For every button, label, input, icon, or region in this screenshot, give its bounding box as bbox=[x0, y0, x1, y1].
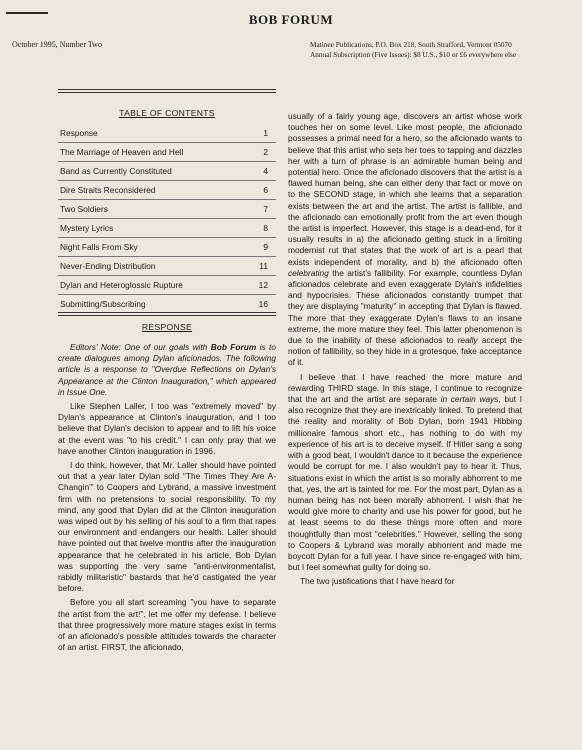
editors-note-prefix: Editors' Note: One of our goals with bbox=[70, 342, 211, 352]
toc-item-page: 12 bbox=[258, 280, 268, 290]
paragraph-text: Before you all start screaming "you have to separate the artist from the art!", let me offer my defense. I believe that three progressively more mature stages exist in terms of an aficionado's possible attitudes towards the character of an artist. bbox=[58, 597, 276, 653]
toc-divider bbox=[58, 237, 276, 238]
paragraph-text: usually of a fairly young age, discovers an artist whose work touches her on some level. Like most people, the aficionado possesses a primal need for a hero, so the aficionado wants to believe that this artist who sets her toes to tapping and dazzles her with a turn of phrase is an admirable human being and potential hero. Once the aficionado discovers that the artist is a flawed human being, she can either deny that fact or move on to the bbox=[288, 111, 522, 200]
toc-item-label: Dylan and Heteroglossic Rupture bbox=[60, 280, 183, 290]
toc-item-page: 8 bbox=[263, 223, 268, 233]
toc-divider bbox=[58, 199, 276, 200]
toc-item-page: 4 bbox=[263, 166, 268, 176]
toc-item[interactable] bbox=[60, 299, 268, 309]
paragraph-text: accept the notion of fallibility, so they hide in a grotesque, fake acceptance of it. bbox=[288, 335, 522, 368]
emphasis-celebrating: celebrating bbox=[288, 267, 329, 278]
toc-item-label: The Marriage of Heaven and Hell bbox=[60, 147, 184, 157]
toc-divider bbox=[58, 161, 276, 162]
toc-divider bbox=[58, 256, 276, 257]
paragraph-text: stage, in which she learns that a separation exists between the art and the artist. The artist is fallible, and the aficionado can emotionally profit from the art even though the artist is imperfect. However, this stage is a dead-end, for it usually results in a) the aficionado getting stuck in a limiting modernist rut that states that the work of art is a pearl that exists independent of morality, and b) the aficionado often bbox=[288, 189, 522, 267]
toc-item[interactable] bbox=[60, 147, 268, 157]
toc-bottom-rule-2 bbox=[58, 315, 276, 316]
article-paragraph bbox=[288, 372, 522, 574]
toc-item-page: 2 bbox=[263, 147, 268, 157]
toc-item-page: 9 bbox=[263, 242, 268, 252]
paragraph-text: I believe that I have reached the more mature and rewarding bbox=[288, 371, 522, 393]
article-paragraph: I do think, however, that Mr. Laller should have pointed out that a year later Dylan sold "The Times They Are A-Changin'" to Coopers and Lybrand, a massive investment firm with no pretensions to social responsibility. To my mind, any good that Dylan did at the Clinton inauguration was wiped out by his selling of his soul to a firm that rapes our environment and endangers our health. Laller should have pointed out that twelve months after the inauguration appearance that he celebrated in his article, Bob Dylan was supporting the very same "anti-environmentalist, rabidly militaristic" bastards that he'd castigated the year before. bbox=[58, 460, 276, 594]
toc-item-label: Response bbox=[60, 128, 98, 138]
paragraph-text: morally abhorrent and made me boycott Dylan for a full year. I have since re-engaged with him, but I feel somewhat guilty for doing so. bbox=[288, 539, 522, 573]
toc-item-label: Band as Currently Constituted bbox=[60, 166, 172, 176]
toc-item-page: 11 bbox=[259, 261, 268, 271]
stage-second: SECOND bbox=[313, 189, 350, 200]
toc-item[interactable] bbox=[60, 204, 268, 214]
toc-item[interactable] bbox=[60, 166, 268, 176]
toc-item-label: Night Falls From Sky bbox=[60, 242, 138, 252]
toc-item-page: 16 bbox=[258, 299, 268, 309]
article-right-column bbox=[288, 111, 522, 588]
toc-item[interactable] bbox=[60, 223, 268, 233]
stage-first: FIRST bbox=[101, 642, 125, 653]
toc-item-page: 6 bbox=[263, 185, 268, 195]
subscription-rates: Annual Subscription (Five Issues): $8 U.S., $10 or £6 everywhere else bbox=[310, 50, 517, 59]
toc-divider bbox=[58, 294, 276, 295]
article-left-column bbox=[58, 342, 276, 653]
toc-item[interactable] bbox=[60, 280, 268, 290]
paragraph-text: , but I also recognize that they are inextricably linked. To pretend that the reality and morality of Bob Dylan, born 1941 Hibbing millionaire famous short etc., has nothing to do with my experience of his art is to deceive myself. If Hitler sang a song with a good beat, I wouldn't dance to it because the experience would be corrupt for me. I also wouldn't pay to hear it. Thus, situations exist in which the artist is so morally abhorrent to me that, yes, the art is tainted for me. For the most part, Dylan as a human being has not been morally abhorrent. I wish that he would give more to charity and use his power for good, but he at least seems to do these things more often and more thoughtfully than most "celebrities." However, selling the song to Coopers & Lybrand bbox=[288, 394, 523, 550]
paragraph-text: , the aficionado, bbox=[124, 642, 184, 653]
toc-item-label: Dire Straits Reconsidered bbox=[60, 185, 156, 195]
paragraph-text: the artist's fallibility. For example, countless Dylan aficionados celebrate and even exaggerate Dylan's infidelities and hypocrisies. These aficionados constantly trumpet that they are displaying "maturity" in accepting that Dylan is flawed. The more that they exaggerate Dylan's flaws to an insane extreme, the more mature they feel. This latter phenomenon is due to the inability of these aficionados to bbox=[288, 267, 522, 346]
stage-third: THIRD bbox=[327, 382, 354, 393]
toc-item-label: Two Soldiers bbox=[60, 204, 108, 214]
emphasis-certain-ways: in certain ways bbox=[440, 394, 499, 405]
editors-note-publication: Bob Forum bbox=[210, 342, 257, 352]
toc-top-rule bbox=[58, 89, 276, 90]
paragraph-text: stage. In this stage, I continue to recognize that the art and the artist are separate bbox=[288, 382, 522, 405]
toc-title: TABLE OF CONTENTS bbox=[119, 108, 215, 118]
toc-item-page: 7 bbox=[263, 204, 268, 214]
article-title: RESPONSE bbox=[141, 322, 193, 332]
toc-item-label: Submitting/Subscribing bbox=[60, 299, 146, 309]
toc-item-label: Mystery Lyrics bbox=[60, 223, 114, 233]
editors-note-text: is to create dialogues among Dylan aficionados. The following article is a response to "Overdue Reflections on Dylan's Appearance at the Clinton Inauguration," which appeared in Issue One. bbox=[58, 342, 276, 397]
publisher-info bbox=[310, 40, 516, 60]
publisher-address: Matinee Publications, P.O. Box 218, South Strafford, Vermont 05070 bbox=[310, 40, 512, 49]
toc-item[interactable] bbox=[60, 128, 268, 138]
emphasis-was: was bbox=[378, 539, 393, 550]
toc-divider bbox=[58, 275, 276, 276]
toc-divider bbox=[58, 180, 276, 181]
toc-item-label: Never-Ending Distribution bbox=[60, 261, 156, 271]
toc-item[interactable] bbox=[60, 242, 268, 252]
article-paragraph bbox=[58, 597, 276, 653]
toc-item-page: 1 bbox=[263, 128, 268, 138]
toc-item[interactable] bbox=[60, 261, 268, 271]
article-paragraph: Like Stephen Laller, I too was "extremely moved" by Dylan's appearance at Clinton's inauguration, and I too believe that Dylan's decision to appear and to lift his voice at the event was "to his credit." I can only pray that we have another Clinton inauguration in 1996. bbox=[58, 401, 276, 456]
emphasis-really: really bbox=[457, 335, 478, 346]
article-paragraph: The two justifications that I have heard for bbox=[300, 576, 455, 587]
issue-line: October 1995, Number Two bbox=[12, 40, 102, 49]
article-paragraph bbox=[288, 111, 522, 369]
toc-divider bbox=[58, 218, 276, 219]
toc-item[interactable] bbox=[60, 185, 268, 195]
masthead-title: BOB FORUM bbox=[248, 12, 334, 27]
toc-top-rule-2 bbox=[58, 92, 276, 93]
toc-bottom-rule bbox=[58, 312, 276, 313]
editors-note bbox=[58, 342, 276, 398]
toc-divider bbox=[58, 142, 276, 143]
